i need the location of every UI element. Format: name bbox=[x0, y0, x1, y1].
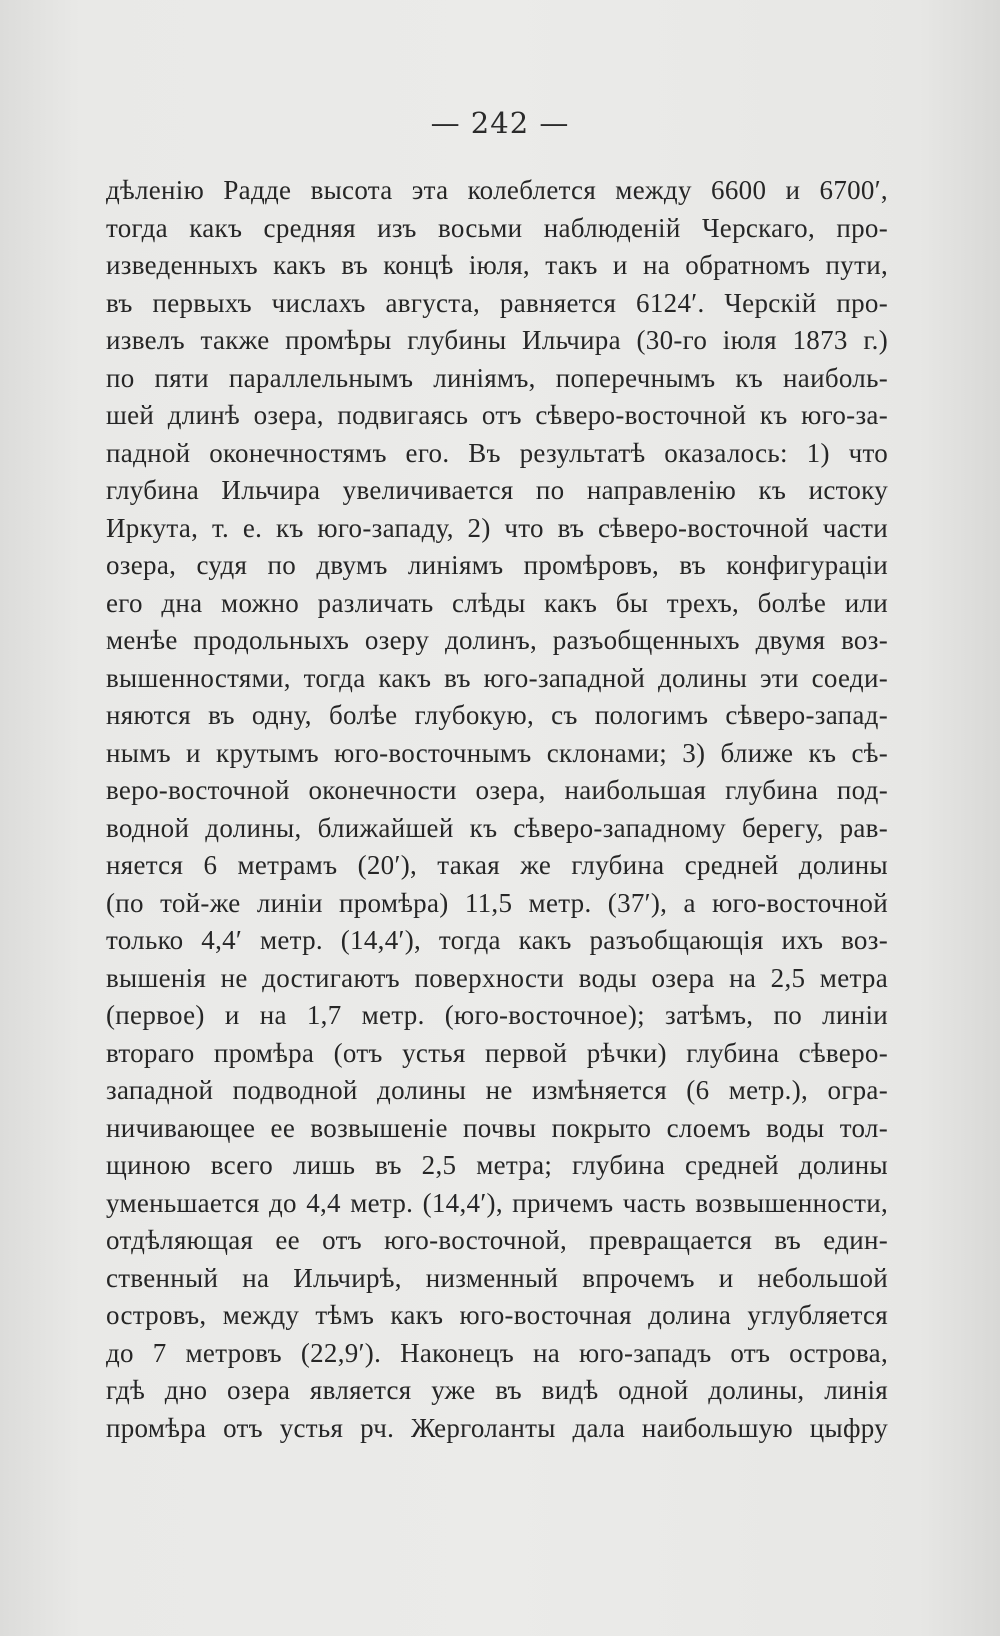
text-line: вышенія не достигаютъ поверхности воды озера на 2,5 метра bbox=[106, 962, 888, 993]
text-line: отдѣляющая ее отъ юго-восточной, превращается въ един- bbox=[106, 1225, 888, 1255]
text-line: по пяти параллельнымъ линіямъ, поперечнымъ къ наиболь- bbox=[106, 362, 888, 393]
text-line: дѣленію Радде высота эта колеблется между 6600 и 6700′, bbox=[106, 175, 888, 205]
text-line: шей длинѣ озера, подвигаясь отъ сѣверо-восточной къ юго-за- bbox=[106, 400, 888, 430]
text-line: нымъ и крутымъ юго-восточнымъ склонами; 3) ближе къ сѣ- bbox=[106, 737, 888, 768]
page-number: — 242 — bbox=[430, 106, 570, 140]
text-line: Иркута, т. е. къ юго-западу, 2) что въ сѣверо-восточной части bbox=[106, 512, 888, 543]
text-line: няется 6 метрамъ (20′), такая же глубина средней долины bbox=[106, 850, 888, 880]
text-line: щиною всего лишь въ 2,5 метра; глубина средней долины bbox=[106, 1150, 888, 1180]
text-line: изведенныхъ какъ въ концѣ іюля, такъ и на обратномъ пути, bbox=[106, 250, 888, 280]
text-line: его дна можно различать слѣды какъ бы трехъ, болѣе или bbox=[106, 587, 888, 618]
text-line: падной оконечностямъ его. Въ результатѣ оказалось: 1) что bbox=[106, 437, 888, 468]
text-line: до 7 метровъ (22,9′). Наконецъ на юго-западъ отъ острова, bbox=[106, 1337, 888, 1368]
text-line: водной долины, ближайшей къ сѣверо-западному берегу, рав- bbox=[106, 812, 888, 843]
text-line: вышенностями, тогда какъ въ юго-западной долины эти соеди- bbox=[106, 662, 888, 693]
text-line: промѣра отъ устья рч. Жерголанты дала наибольшую цыфру bbox=[106, 1412, 888, 1443]
text-line: втораго промѣра (отъ устья первой рѣчки) глубина сѣверо- bbox=[106, 1037, 888, 1068]
body-text bbox=[106, 172, 888, 1447]
text-line: няются въ одну, болѣе глубокую, съ пологимъ сѣверо-запад- bbox=[106, 700, 888, 730]
text-line: ственный на Ильчирѣ, низменный впрочемъ и небольшой bbox=[106, 1262, 888, 1293]
text-line: ничивающее ее возвышеніе почвы покрыто слоемъ воды тол- bbox=[106, 1112, 888, 1143]
text-line: тогда какъ средняя изъ восьми наблюденій Черскаго, про- bbox=[106, 212, 888, 243]
text-line: западной подводной долины не измѣняется (6 метр.), огра- bbox=[106, 1075, 888, 1105]
text-line: уменьшается до 4,4 метр. (14,4′), причемъ часть возвышенности, bbox=[106, 1187, 888, 1218]
text-line: озера, судя по двумъ линіямъ промѣровъ, въ конфигураціи bbox=[106, 550, 888, 580]
text-line: глубина Ильчира увеличивается по направленію къ истоку bbox=[106, 475, 888, 505]
text-line: только 4,4′ метр. (14,4′), тогда какъ разъобщающія ихъ воз- bbox=[106, 925, 888, 955]
text-line: (первое) и на 1,7 метр. (юго-восточное); затѣмъ, по линіи bbox=[106, 1000, 888, 1030]
text-line: (по той-же линіи промѣра) 11,5 метр. (37′), а юго-восточной bbox=[106, 887, 888, 918]
text-line: островъ, между тѣмъ какъ юго-восточная долина углубляется bbox=[106, 1300, 888, 1330]
text-line: въ первыхъ числахъ августа, равняется 6124′. Черскій про- bbox=[106, 287, 888, 318]
text-line: гдѣ дно озера является уже въ видѣ одной долины, линія bbox=[106, 1375, 888, 1405]
text-line: менѣе продольныхъ озеру долинъ, разъобщенныхъ двумя воз- bbox=[106, 625, 888, 655]
text-line: извелъ также промѣры глубины Ильчира (30-го іюля 1873 г.) bbox=[106, 325, 888, 355]
text-line: веро-восточной оконечности озера, наибольшая глубина под- bbox=[106, 775, 888, 805]
